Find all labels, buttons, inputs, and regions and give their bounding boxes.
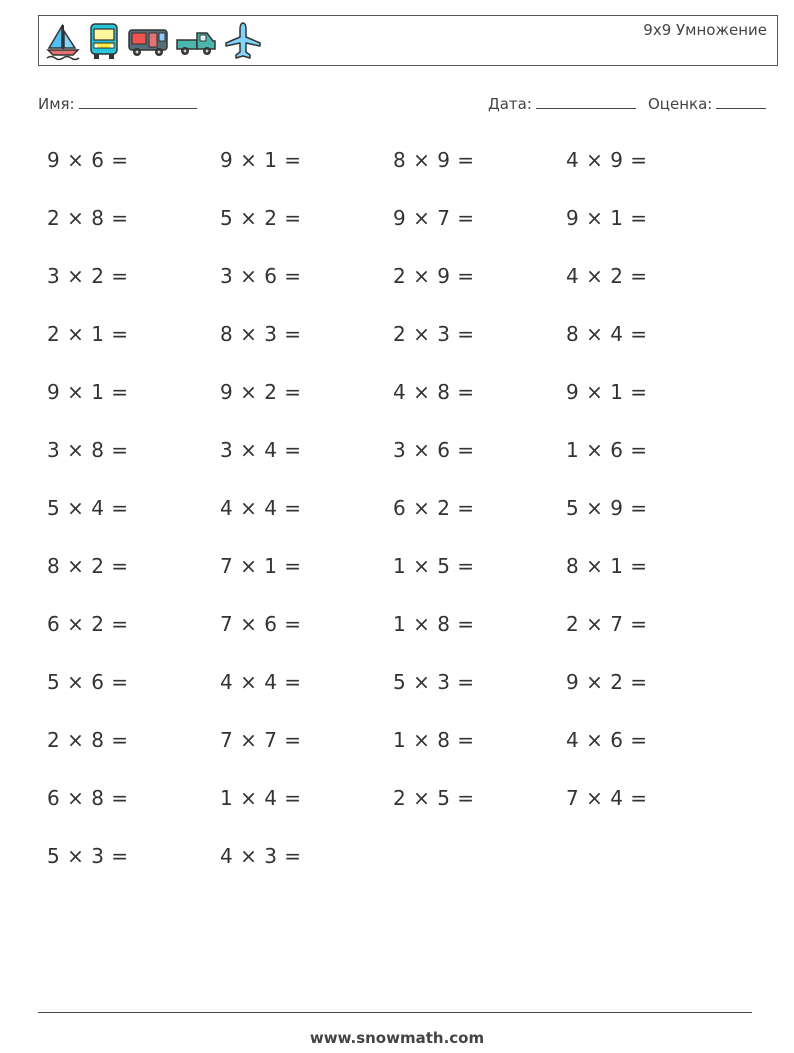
- problem-item: 1 × 4 =: [220, 786, 302, 810]
- problem-item: 5 × 3 =: [47, 844, 129, 868]
- name-label: Имя:: [38, 95, 75, 113]
- problem-item: 1 × 5 =: [393, 554, 475, 578]
- problem-item: 3 × 2 =: [47, 264, 129, 288]
- problem-item: 7 × 6 =: [220, 612, 302, 636]
- problem-item: 6 × 2 =: [47, 612, 129, 636]
- problem-item: 5 × 4 =: [47, 496, 129, 520]
- problem-item: 3 × 6 =: [220, 264, 302, 288]
- problem-item: 4 × 4 =: [220, 670, 302, 694]
- problem-item: 9 × 1 =: [566, 380, 648, 404]
- problem-item: 9 × 2 =: [220, 380, 302, 404]
- problem-item: 2 × 3 =: [393, 322, 475, 346]
- problem-item: 8 × 2 =: [47, 554, 129, 578]
- problem-item: 8 × 3 =: [220, 322, 302, 346]
- problem-item: 1 × 8 =: [393, 728, 475, 752]
- problem-item: 7 × 1 =: [220, 554, 302, 578]
- problem-item: 6 × 8 =: [47, 786, 129, 810]
- score-label: Оценка:: [648, 95, 713, 113]
- problem-item: 9 × 6 =: [47, 148, 129, 172]
- problem-item: 3 × 6 =: [393, 438, 475, 462]
- problem-item: 9 × 1 =: [566, 206, 648, 230]
- problem-item: 3 × 8 =: [47, 438, 129, 462]
- problem-item: 3 × 4 =: [220, 438, 302, 462]
- problem-item: 4 × 3 =: [220, 844, 302, 868]
- problem-item: 1 × 6 =: [566, 438, 648, 462]
- problem-item: 5 × 6 =: [47, 670, 129, 694]
- problem-item: 2 × 5 =: [393, 786, 475, 810]
- problem-item: 7 × 4 =: [566, 786, 648, 810]
- problem-item: 9 × 7 =: [393, 206, 475, 230]
- problem-item: 5 × 3 =: [393, 670, 475, 694]
- problem-item: 4 × 8 =: [393, 380, 475, 404]
- problem-item: 6 × 2 =: [393, 496, 475, 520]
- problem-item: 1 × 8 =: [393, 612, 475, 636]
- problem-item: 4 × 6 =: [566, 728, 648, 752]
- problem-item: 9 × 1 =: [47, 380, 129, 404]
- problem-item: 4 × 4 =: [220, 496, 302, 520]
- problem-item: 2 × 8 =: [47, 206, 129, 230]
- problem-item: 4 × 2 =: [566, 264, 648, 288]
- problem-item: 4 × 9 =: [566, 148, 648, 172]
- problem-item: 2 × 7 =: [566, 612, 648, 636]
- problem-item: 2 × 8 =: [47, 728, 129, 752]
- problem-item: 8 × 9 =: [393, 148, 475, 172]
- date-label: Дата:: [488, 95, 532, 113]
- problem-item: 2 × 9 =: [393, 264, 475, 288]
- problem-item: 2 × 1 =: [47, 322, 129, 346]
- problem-item: 5 × 9 =: [566, 496, 648, 520]
- footer-url: www.snowmath.com: [309, 1029, 485, 1047]
- problem-item: 9 × 1 =: [220, 148, 302, 172]
- footer-divider: [38, 1012, 752, 1013]
- problem-item: 7 × 7 =: [220, 728, 302, 752]
- problem-item: 5 × 2 =: [220, 206, 302, 230]
- problem-item: 8 × 4 =: [566, 322, 648, 346]
- problem-item: 8 × 1 =: [566, 554, 648, 578]
- worksheet-title: 9x9 Умножение: [643, 21, 767, 39]
- problem-item: 9 × 2 =: [566, 670, 648, 694]
